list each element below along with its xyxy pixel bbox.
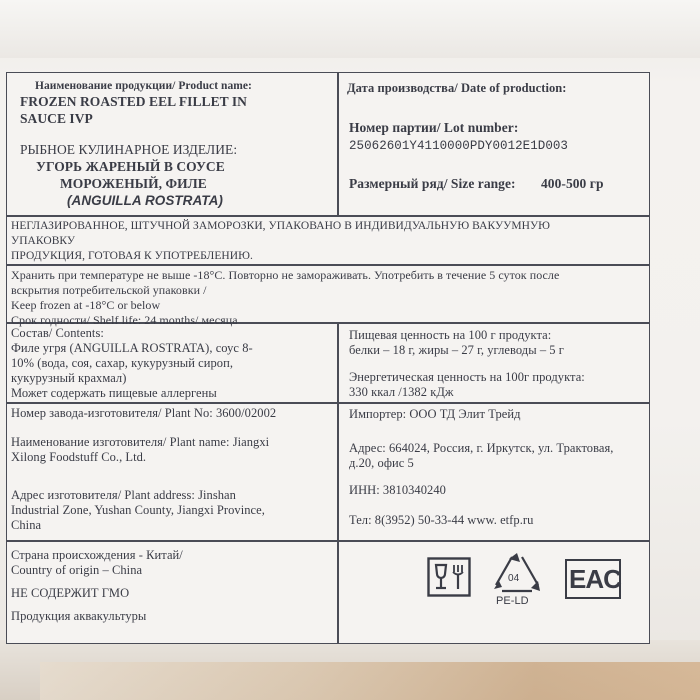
divider bbox=[337, 73, 339, 215]
glass-fork-icon bbox=[427, 557, 471, 597]
country-of-origin-ru: Страна происхождения - Китай/ bbox=[11, 548, 183, 562]
product-name-en: FROZEN ROASTED EEL FILLET IN bbox=[20, 94, 247, 109]
size-range-value: 400-500 гр bbox=[541, 176, 604, 191]
plant-address: China bbox=[11, 518, 42, 532]
importer-inn: ИНН: 3810340240 bbox=[349, 483, 446, 497]
energy-value: 330 ккал /1382 кДж bbox=[349, 385, 454, 399]
aquaculture-note: Продукция аквакультуры bbox=[11, 609, 147, 623]
size-range-label: Размерный ряд/ Size range: bbox=[349, 176, 516, 191]
plant-address: Industrial Zone, Yushan County, Jiangxi Province, bbox=[11, 503, 265, 517]
package-contents-visible bbox=[40, 662, 700, 700]
product-species: (ANGUILLA ROSTRATA) bbox=[67, 193, 223, 208]
importer-address: Адрес: 664024, Россия, г. Иркутск, ул. Трактовая, bbox=[349, 441, 614, 455]
divider bbox=[337, 540, 339, 643]
product-name-ru: МОРОЖЕНЫЙ, ФИЛЕ bbox=[60, 176, 207, 191]
divider bbox=[7, 215, 649, 217]
divider bbox=[7, 264, 649, 266]
storage-line: Keep frozen at -18°C or below bbox=[11, 298, 161, 312]
gmo-free: НЕ СОДЕРЖИТ ГМО bbox=[11, 586, 130, 600]
recycle-code: 04 bbox=[508, 573, 520, 584]
plant-number: Номер завода-изготовителя/ Plant No: 3600/02002 bbox=[11, 406, 277, 420]
importer-address: д.20, офис 5 bbox=[349, 456, 414, 470]
divider bbox=[7, 402, 649, 404]
plant-address: Адрес изготовителя/ Plant address: Jinshan bbox=[11, 488, 236, 502]
contents-line: кукурузный крахмал) bbox=[11, 371, 127, 385]
importer-name: Импортер: ООО ТД Элит Трейд bbox=[349, 407, 521, 421]
product-name-ru: УГОРЬ ЖАРЕНЫЙ В СОУСЕ bbox=[36, 159, 225, 174]
plant-name: Xilong Foodstuff Co., Ltd. bbox=[11, 450, 147, 464]
eac-mark-icon bbox=[565, 559, 621, 599]
energy-label: Энергетическая ценность на 100г продукта: bbox=[349, 370, 585, 384]
lot-number-label: Номер партии/ Lot number: bbox=[349, 120, 519, 135]
production-date-label: Дата производства/ Date of production: bbox=[347, 81, 567, 95]
product-label bbox=[6, 72, 650, 644]
shelf-life: Срок годности/ Shelf life: 24 months/ месяца bbox=[11, 313, 238, 327]
contents-label: Состав/ Contents: bbox=[11, 326, 104, 340]
plant-name: Наименование изготовителя/ Plant name: Jiangxi bbox=[11, 435, 270, 449]
divider bbox=[337, 322, 339, 540]
product-name-label: Наименование продукции/ Product name: bbox=[35, 80, 252, 92]
storage-line: Хранить при температуре не выше -18°С. Повторно не замораживать. Употребить в течение 5 суток после bbox=[11, 268, 560, 282]
description-line: ПРОДУКЦИЯ, ГОТОВАЯ К УПОТРЕБЛЕНИЮ. bbox=[11, 250, 253, 262]
nutrition-values: белки – 18 г, жиры – 27 г, углеводы – 5 г bbox=[349, 343, 564, 357]
divider bbox=[7, 540, 649, 542]
description-line: УПАКОВКУ bbox=[11, 235, 76, 247]
product-name-ru: РЫБНОЕ КУЛИНАРНОЕ ИЗДЕЛИЕ: bbox=[20, 142, 238, 157]
product-name-en: SAUCE IVP bbox=[20, 111, 93, 126]
allergen-note: Может содержать пищевые аллергены bbox=[11, 386, 217, 400]
lot-number-value: 25062601Y4110000PDY0012E1D003 bbox=[349, 139, 568, 153]
eac-text: EAC bbox=[569, 564, 621, 594]
recycle-material: PE-LD bbox=[496, 595, 529, 607]
importer-phone: Тел: 8(3952) 50-33-44 www. etfp.ru bbox=[349, 513, 534, 527]
nutrition-label: Пищевая ценность на 100 г продукта: bbox=[349, 328, 552, 342]
country-of-origin-en: Country of origin – China bbox=[11, 563, 143, 577]
description-line: НЕГЛАЗИРОВАННОЕ, ШТУЧНОЙ ЗАМОРОЗКИ, УПАКОВАНО В ИНДИВИДУАЛЬНУЮ ВАКУУМНУЮ bbox=[11, 220, 551, 232]
storage-line: вскрытия потребительской упаковки / bbox=[11, 283, 207, 297]
package-top-edge bbox=[0, 0, 700, 58]
contents-line: Филе угря (ANGUILLA ROSTRATA), соус 8- bbox=[11, 341, 253, 355]
contents-line: 10% (вода, соя, сахар, кукурузный сироп, bbox=[11, 356, 234, 370]
